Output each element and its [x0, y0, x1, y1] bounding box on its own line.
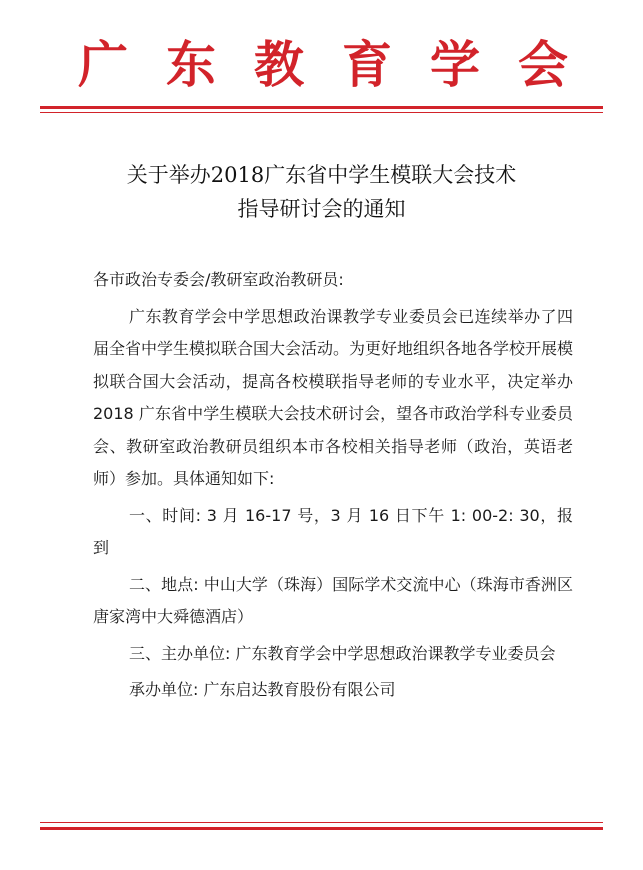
time-item: 一、时间: 3 月 16-17 号，3 月 16 日下午 1: 00-2: 30，报到 — [93, 505, 573, 557]
notice-title-line-2: 指导研讨会的通知 — [237, 197, 406, 221]
notice-title-line-1: 关于举办2018广东省中学生模联大会技术 — [126, 163, 517, 187]
notice-body — [93, 264, 573, 707]
intro-paragraph: 广东教育学会中学思想政治课教学专业委员会已连续举办了四届全省中学生模拟联合国大会活动。为更好地组织各地各学校开展模拟联合国大会活动，提高各校模联指导老师的专业水平，决定举办 2018 广东省中学生模联大会技术研讨会，望各市政治学科专业委员会、教研室政治教研员组织本市各校相关指导老师（政治，英语老师）参加。具体通知如下: — [93, 306, 574, 488]
footer-divider-thin — [40, 822, 603, 823]
header-divider-thick — [40, 106, 603, 109]
footer-divider-thick — [40, 827, 603, 830]
salutation: 各市政治专委会/教研室政治教研员: — [93, 270, 344, 289]
organization-header: 广东教育学会 — [78, 35, 606, 94]
organizer-item: 三、主办单位: 广东教育学会中学思想政治课教学专业委员会 — [129, 643, 556, 663]
place-item: 二、地点: 中山大学（珠海）国际学术交流中心（珠海市香洲区唐家湾中大舜德酒店） — [93, 574, 573, 626]
header-divider-thin — [40, 112, 603, 113]
notice-title — [60, 158, 583, 226]
co-organizer-item: 承办单位: 广东启达教育股份有限公司 — [129, 680, 396, 699]
